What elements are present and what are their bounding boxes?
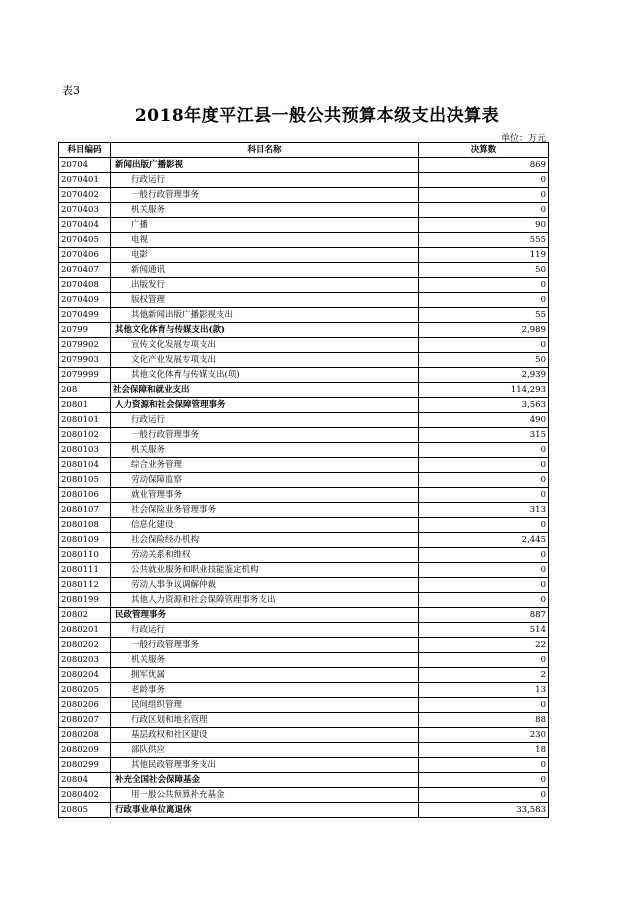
table-row: [59, 233, 549, 248]
name-cell: 社会保障和就业支出: [111, 383, 419, 398]
code-cell: 2080203: [59, 653, 111, 668]
code-cell: 2079903: [59, 353, 111, 368]
name-cell: 民政管理事务: [111, 608, 419, 623]
amount-cell: 0: [419, 488, 549, 503]
amount-cell: 0: [419, 458, 549, 473]
name-cell: 信息化建设: [111, 518, 419, 533]
header-row: [59, 143, 549, 158]
name-cell: 机关服务: [111, 443, 419, 458]
amount-cell: 230: [419, 728, 549, 743]
table-row: [59, 668, 549, 683]
code-cell: 2080110: [59, 548, 111, 563]
code-cell: 2070407: [59, 263, 111, 278]
code-cell: 2080209: [59, 743, 111, 758]
table-row: [59, 443, 549, 458]
code-cell: 2070401: [59, 173, 111, 188]
code-cell: 2080204: [59, 668, 111, 683]
name-cell: 基层政权和社区建设: [111, 728, 419, 743]
header-amount: 决算数: [419, 143, 549, 158]
code-cell: 20801: [59, 398, 111, 413]
table-row: [59, 608, 549, 623]
name-cell: 新闻通讯: [111, 263, 419, 278]
code-cell: 2080201: [59, 623, 111, 638]
amount-cell: 0: [419, 758, 549, 773]
table-row: [59, 773, 549, 788]
name-cell: 劳动人事争议调解仲裁: [111, 578, 419, 593]
amount-cell: 13: [419, 683, 549, 698]
amount-cell: 33,583: [419, 803, 549, 818]
code-cell: 2079902: [59, 338, 111, 353]
table-row: [59, 248, 549, 263]
amount-cell: 869: [419, 158, 549, 173]
name-cell: 民间组织管理: [111, 698, 419, 713]
table-row: [59, 278, 549, 293]
amount-cell: 90: [419, 218, 549, 233]
table-row: [59, 218, 549, 233]
code-cell: 2070406: [59, 248, 111, 263]
amount-cell: 0: [419, 548, 549, 563]
code-cell: 2080202: [59, 638, 111, 653]
code-cell: 20802: [59, 608, 111, 623]
code-cell: 2080108: [59, 518, 111, 533]
name-cell: 行政运行: [111, 413, 419, 428]
code-cell: 2070499: [59, 308, 111, 323]
amount-cell: 50: [419, 263, 549, 278]
code-cell: 2079999: [59, 368, 111, 383]
name-cell: 老龄事务: [111, 683, 419, 698]
table-row: [59, 623, 549, 638]
table-row: [59, 803, 549, 818]
code-cell: 2070403: [59, 203, 111, 218]
name-cell: 其他文化体育与传媒支出(项): [111, 368, 419, 383]
table-row: [59, 383, 549, 398]
table-row: [59, 263, 549, 278]
table-row: [59, 368, 549, 383]
name-cell: 电影: [111, 248, 419, 263]
header-name: 科目名称: [111, 143, 419, 158]
amount-cell: 2,939: [419, 368, 549, 383]
name-cell: 劳动关系和维权: [111, 548, 419, 563]
amount-cell: 490: [419, 413, 549, 428]
code-cell: 2080106: [59, 488, 111, 503]
table-row: [59, 353, 549, 368]
name-cell: 行政运行: [111, 173, 419, 188]
table-row: [59, 728, 549, 743]
amount-cell: 2,989: [419, 323, 549, 338]
name-cell: 文化产业发展专项支出: [111, 353, 419, 368]
name-cell: 其他人力资源和社会保障管理事务支出: [111, 593, 419, 608]
table-row: [59, 548, 549, 563]
amount-cell: 2: [419, 668, 549, 683]
name-cell: 一般行政管理事务: [111, 428, 419, 443]
table-row: [59, 788, 549, 803]
amount-cell: 887: [419, 608, 549, 623]
amount-cell: 22: [419, 638, 549, 653]
name-cell: 补充全国社会保障基金: [111, 773, 419, 788]
name-cell: 电视: [111, 233, 419, 248]
amount-cell: 0: [419, 578, 549, 593]
amount-cell: 315: [419, 428, 549, 443]
name-cell: 拥军优属: [111, 668, 419, 683]
table-row: [59, 308, 549, 323]
amount-cell: 514: [419, 623, 549, 638]
name-cell: 其他文化体育与传媒支出(款): [111, 323, 419, 338]
table-row: [59, 713, 549, 728]
table-row: [59, 593, 549, 608]
name-cell: 劳动保障监察: [111, 473, 419, 488]
name-cell: 其他新闻出版广播影视支出: [111, 308, 419, 323]
table-row: [59, 473, 549, 488]
table-row: [59, 743, 549, 758]
code-cell: 2080111: [59, 563, 111, 578]
amount-cell: 3,563: [419, 398, 549, 413]
amount-cell: 0: [419, 593, 549, 608]
amount-cell: 0: [419, 773, 549, 788]
table-row: [59, 398, 549, 413]
code-cell: 2080208: [59, 728, 111, 743]
amount-cell: 313: [419, 503, 549, 518]
name-cell: 就业管理事务: [111, 488, 419, 503]
code-cell: 2070402: [59, 188, 111, 203]
name-cell: 公共就业服务和职业技能鉴定机构: [111, 563, 419, 578]
code-cell: 2080104: [59, 458, 111, 473]
code-cell: 20799: [59, 323, 111, 338]
amount-cell: 18: [419, 743, 549, 758]
code-cell: 2080109: [59, 533, 111, 548]
code-cell: 2080199: [59, 593, 111, 608]
amount-cell: 0: [419, 518, 549, 533]
amount-cell: 0: [419, 473, 549, 488]
amount-cell: 0: [419, 338, 549, 353]
budget-table: [58, 142, 549, 818]
code-cell: 2070404: [59, 218, 111, 233]
amount-cell: 0: [419, 563, 549, 578]
amount-cell: 0: [419, 788, 549, 803]
table-row: [59, 158, 549, 173]
code-cell: 2080107: [59, 503, 111, 518]
table-row: [59, 338, 549, 353]
code-cell: 208: [59, 383, 111, 398]
name-cell: 宣传文化发展专项支出: [111, 338, 419, 353]
name-cell: 其他民政管理事务支出: [111, 758, 419, 773]
name-cell: 社会保险业务管理事务: [111, 503, 419, 518]
table-number: 表3: [62, 84, 80, 97]
document-title: 2018年度平江县一般公共预算本级支出决算表: [134, 106, 500, 126]
table-row: [59, 413, 549, 428]
table-row: [59, 638, 549, 653]
code-cell: 2070408: [59, 278, 111, 293]
code-cell: 2080206: [59, 698, 111, 713]
code-cell: 20805: [59, 803, 111, 818]
name-cell: 机关服务: [111, 203, 419, 218]
code-cell: 2070405: [59, 233, 111, 248]
table-row: [59, 758, 549, 773]
code-cell: 2080102: [59, 428, 111, 443]
amount-cell: 0: [419, 443, 549, 458]
code-cell: 2080205: [59, 683, 111, 698]
table-row: [59, 173, 549, 188]
code-cell: 2080105: [59, 473, 111, 488]
code-cell: 20804: [59, 773, 111, 788]
table-row: [59, 683, 549, 698]
table-row: [59, 458, 549, 473]
table-row: [59, 533, 549, 548]
code-cell: 2080103: [59, 443, 111, 458]
amount-cell: 88: [419, 713, 549, 728]
code-cell: 20704: [59, 158, 111, 173]
code-cell: 2080299: [59, 758, 111, 773]
code-cell: 2080101: [59, 413, 111, 428]
name-cell: 一般行政管理事务: [111, 188, 419, 203]
amount-cell: 2,445: [419, 533, 549, 548]
code-cell: 2080207: [59, 713, 111, 728]
name-cell: 人力资源和社会保障管理事务: [111, 398, 419, 413]
amount-cell: 114,293: [419, 383, 549, 398]
table-row: [59, 428, 549, 443]
table-row: [59, 488, 549, 503]
code-cell: 2080112: [59, 578, 111, 593]
name-cell: 广播: [111, 218, 419, 233]
table-row: [59, 203, 549, 218]
name-cell: 综合业务管理: [111, 458, 419, 473]
name-cell: 行政运行: [111, 623, 419, 638]
amount-cell: 0: [419, 653, 549, 668]
amount-cell: 0: [419, 698, 549, 713]
name-cell: 出版发行: [111, 278, 419, 293]
table-row: [59, 563, 549, 578]
amount-cell: 0: [419, 188, 549, 203]
name-cell: 版权管理: [111, 293, 419, 308]
table-row: [59, 518, 549, 533]
table-row: [59, 188, 549, 203]
name-cell: 部队供应: [111, 743, 419, 758]
name-cell: 一般行政管理事务: [111, 638, 419, 653]
table-row: [59, 503, 549, 518]
table-row: [59, 578, 549, 593]
name-cell: 新闻出版广播影视: [111, 158, 419, 173]
amount-cell: 555: [419, 233, 549, 248]
header-code: 科目编码: [59, 143, 111, 158]
amount-cell: 0: [419, 173, 549, 188]
unit-label: 单位：万元: [500, 134, 546, 144]
table-body: [59, 158, 549, 818]
name-cell: 机关服务: [111, 653, 419, 668]
amount-cell: 0: [419, 293, 549, 308]
amount-cell: 55: [419, 308, 549, 323]
amount-cell: 0: [419, 203, 549, 218]
amount-cell: 119: [419, 248, 549, 263]
amount-cell: 0: [419, 278, 549, 293]
name-cell: 用一般公共预算补充基金: [111, 788, 419, 803]
table-row: [59, 653, 549, 668]
amount-cell: 50: [419, 353, 549, 368]
name-cell: 行政事业单位离退休: [111, 803, 419, 818]
table-row: [59, 293, 549, 308]
table-row: [59, 323, 549, 338]
code-cell: 2080402: [59, 788, 111, 803]
table-row: [59, 698, 549, 713]
name-cell: 社会保险经办机构: [111, 533, 419, 548]
name-cell: 行政区划和地名管理: [111, 713, 419, 728]
code-cell: 2070409: [59, 293, 111, 308]
